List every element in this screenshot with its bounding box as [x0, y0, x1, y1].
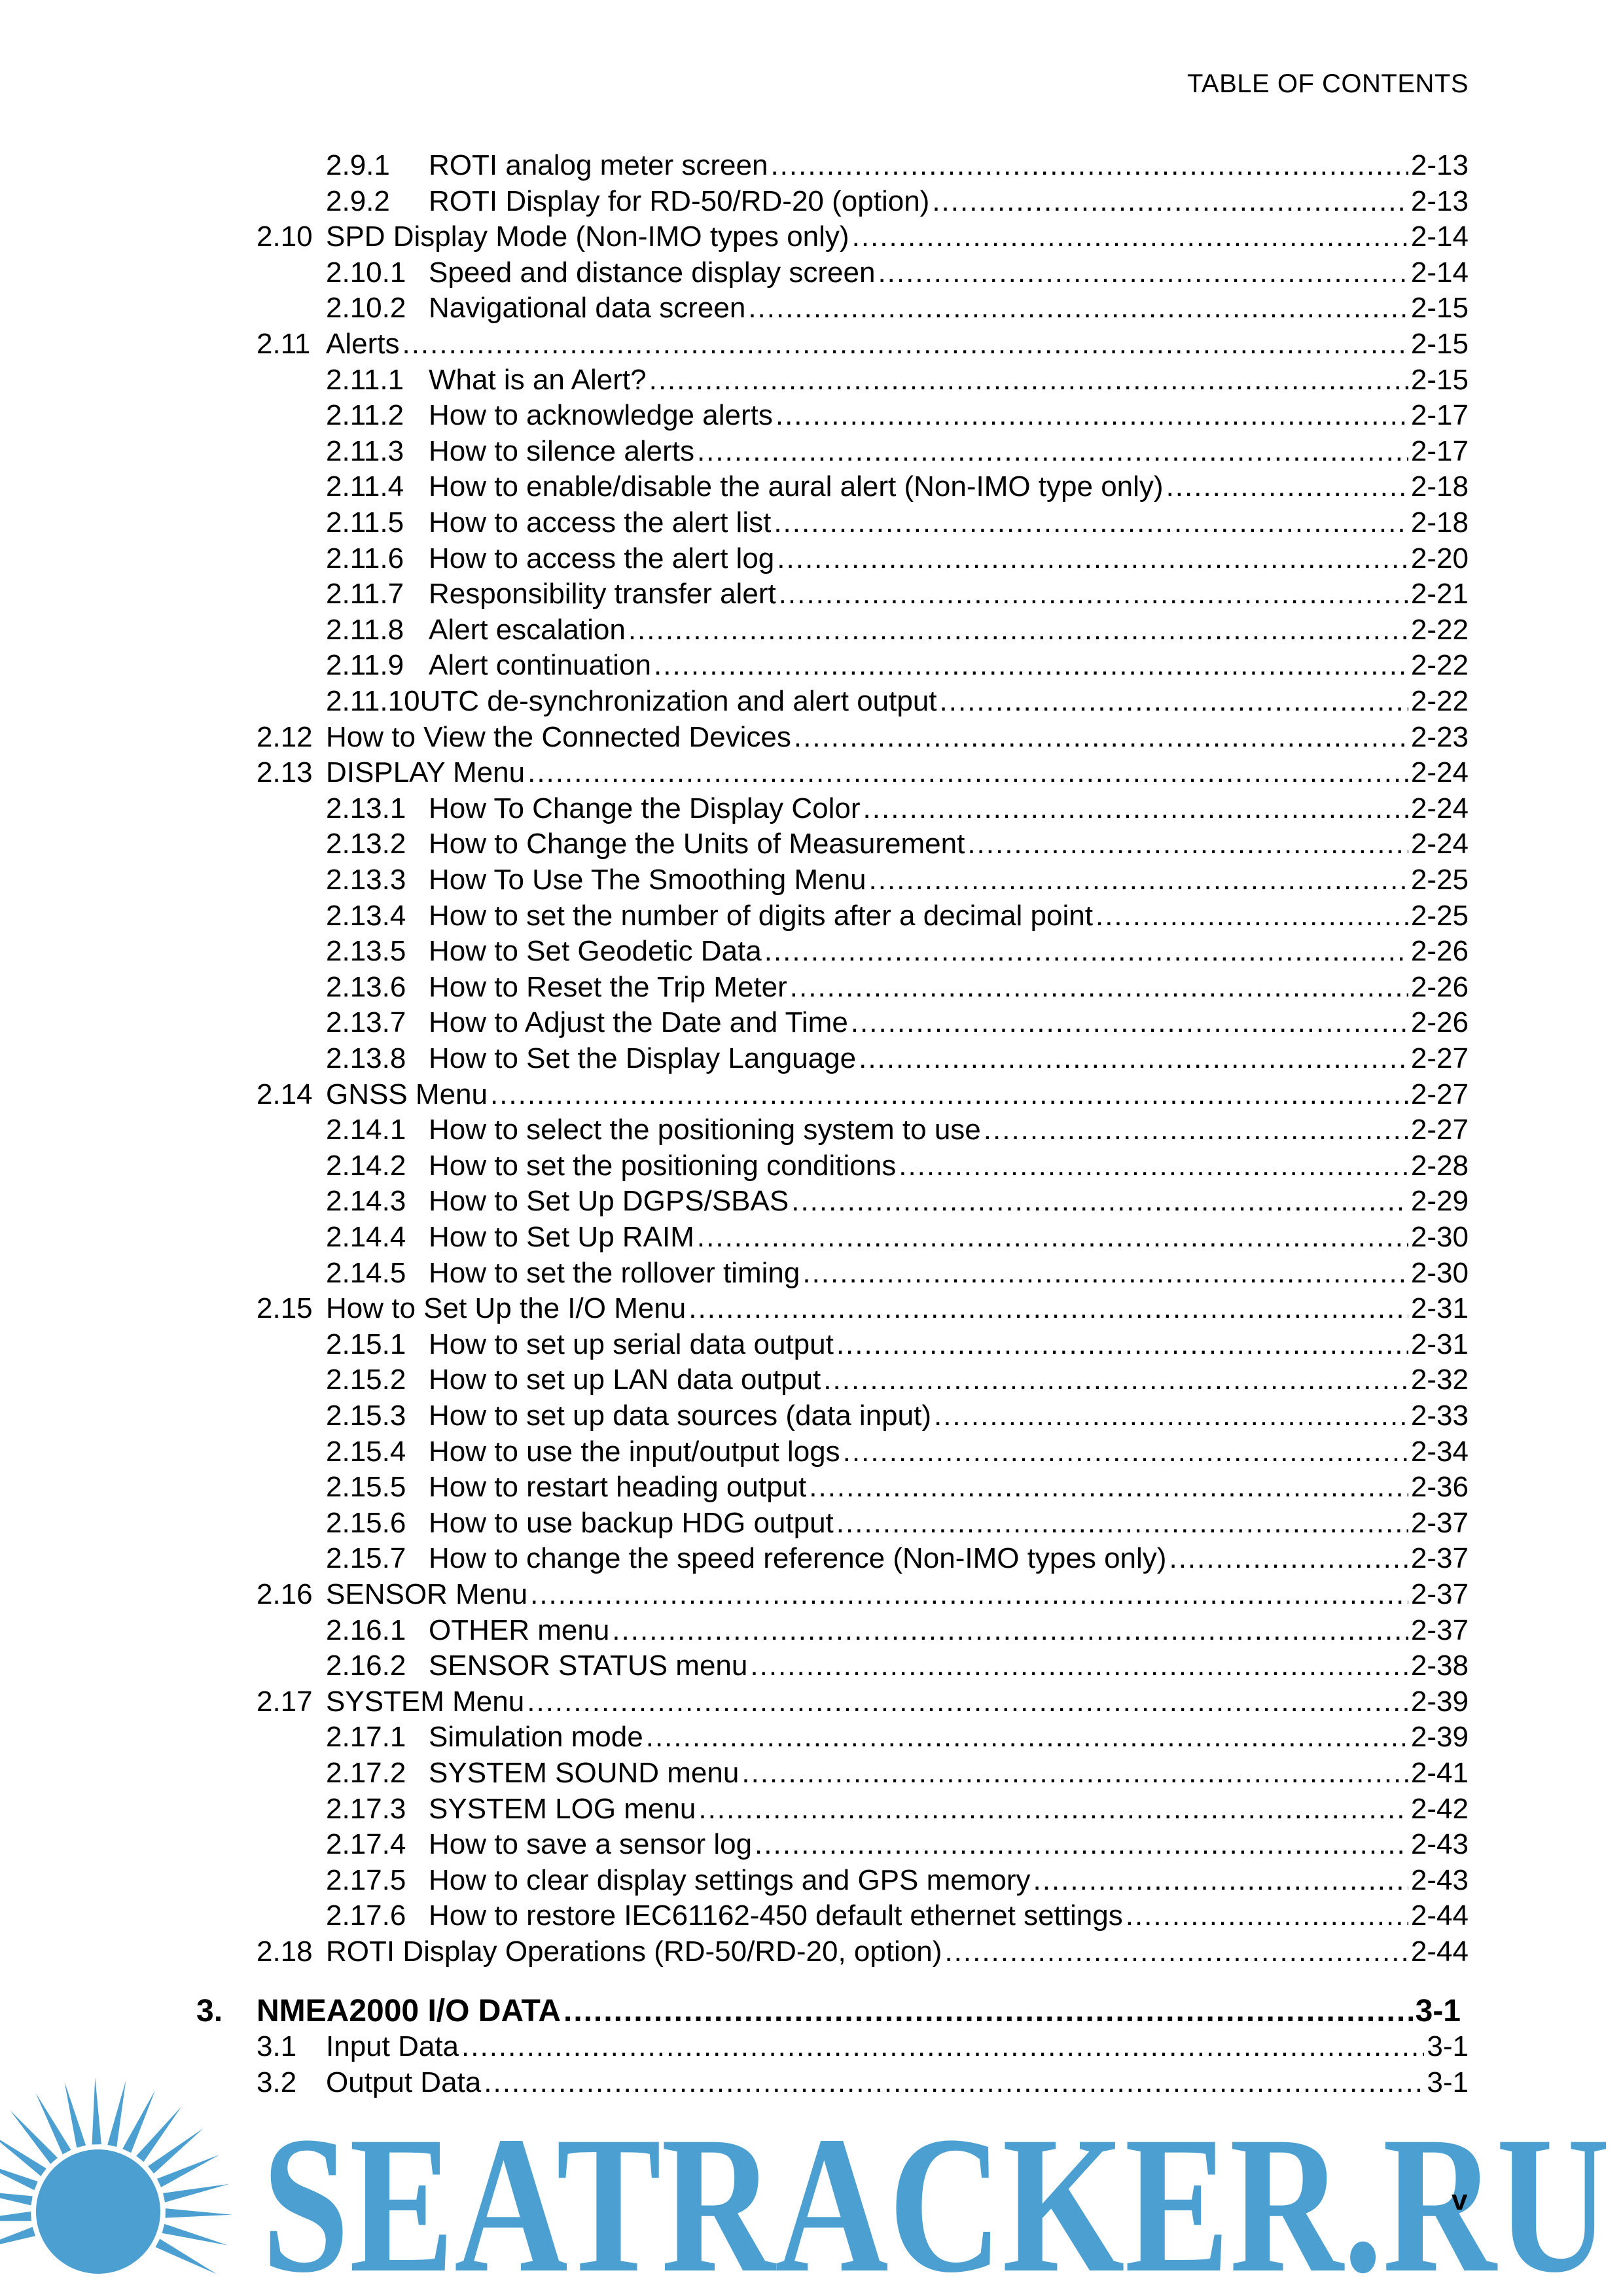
toc-title: How to View the Connected Devices — [326, 720, 791, 753]
toc-leader-dots — [802, 1256, 1408, 1291]
toc-title: Speed and distance display screen — [429, 256, 876, 289]
toc-page-number: 2-18 — [1410, 470, 1469, 503]
toc-number: 2.17.5 — [326, 1863, 406, 1896]
toc-title: How to save a sensor log — [429, 1828, 753, 1861]
toc-leader-dots — [776, 398, 1408, 433]
toc-page-number: 2-15 — [1410, 363, 1469, 396]
toc-page-number: 2-13 — [1410, 185, 1469, 217]
toc-leader-dots — [628, 612, 1408, 648]
toc-number: 2.17.6 — [326, 1899, 406, 1932]
toc-leader-dots — [1096, 898, 1408, 934]
toc-entry[interactable] — [326, 1327, 1469, 1362]
toc-page-number: 2-44 — [1410, 1935, 1469, 1968]
toc-page-number: 2-28 — [1410, 1149, 1469, 1182]
toc-title: Output Data — [326, 2066, 482, 2098]
toc-number: 2.17.2 — [326, 1757, 406, 1789]
toc-leader-dots — [527, 755, 1408, 790]
toc-number: 2.15 — [257, 1292, 313, 1325]
toc-leader-dots — [836, 1506, 1408, 1541]
toc-page-number: 2-22 — [1410, 613, 1469, 646]
toc-page-number: 2-25 — [1410, 864, 1469, 896]
toc-page-number: 2-29 — [1410, 1185, 1469, 1218]
toc-entry[interactable] — [326, 184, 1469, 219]
toc-title: NMEA2000 I/O DATA — [257, 1993, 561, 2028]
toc-entry[interactable] — [326, 398, 1469, 433]
toc-page-number: 2-13 — [1410, 149, 1469, 181]
toc-entry[interactable] — [326, 255, 1469, 291]
toc-leader-dots — [779, 576, 1408, 612]
toc-entry[interactable] — [326, 1434, 1469, 1470]
toc-number: 2.11.6 — [326, 542, 404, 574]
toc-title: How to change the speed reference (Non-IMO types only) — [429, 1542, 1167, 1575]
toc-number: 2.10.2 — [326, 292, 406, 325]
toc-number: 2.14.4 — [326, 1221, 406, 1253]
toc-page-number: 2-17 — [1410, 399, 1469, 432]
toc-title: How to set the rollover timing — [429, 1256, 800, 1289]
toc-number: 2.10.1 — [326, 256, 406, 289]
toc-number: 2.18 — [257, 1935, 313, 1968]
toc-number: 2.14.1 — [326, 1114, 406, 1146]
page-number: v — [1452, 2184, 1468, 2216]
toc-page-number: 2-37 — [1410, 1578, 1469, 1610]
toc-page-number: 2-21 — [1410, 578, 1469, 610]
toc-title: SENSOR Menu — [326, 1578, 528, 1610]
toc-number: 2.13.6 — [326, 970, 406, 1003]
running-header: TABLE OF CONTENTS — [1186, 69, 1469, 98]
toc-entry[interactable] — [326, 1648, 1469, 1684]
toc-number: 2.15.2 — [326, 1364, 406, 1396]
toc-entry[interactable] — [326, 898, 1469, 934]
toc-leader-dots — [899, 1148, 1408, 1184]
toc-title: Alert continuation — [429, 649, 651, 682]
toc-leader-dots — [790, 970, 1408, 1005]
toc-entry[interactable] — [326, 291, 1469, 326]
toc-number: 2.10 — [257, 221, 313, 253]
toc-leader-dots — [697, 434, 1408, 469]
toc-number: 2.11 — [257, 328, 311, 360]
toc-entry[interactable] — [326, 862, 1469, 898]
toc-entry[interactable] — [326, 1756, 1469, 1791]
toc-title: SYSTEM Menu — [326, 1685, 525, 1718]
toc-page-number: 2-14 — [1410, 256, 1469, 289]
toc-entry[interactable] — [257, 755, 1469, 790]
toc-entry[interactable] — [326, 1184, 1469, 1219]
toc-entry[interactable] — [326, 469, 1469, 504]
toc-title: Input Data — [326, 2030, 459, 2063]
toc-title: OTHER menu — [429, 1614, 610, 1646]
toc-title: How to select the positioning system to use — [429, 1114, 981, 1146]
toc-title: ROTI analog meter screen — [429, 149, 768, 181]
toc-title: How to clear display settings and GPS memory — [429, 1863, 1031, 1896]
toc-leader-dots — [750, 1648, 1408, 1684]
toc-leader-dots — [791, 1184, 1408, 1219]
toc-title: How to Reset the Trip Meter — [429, 970, 787, 1003]
toc-leader-dots — [1166, 469, 1408, 504]
toc-page-number: 2-27 — [1410, 1078, 1469, 1110]
toc-title: How to restore IEC61162-450 default ethernet settings — [429, 1899, 1123, 1932]
toc-page-number: 2-31 — [1410, 1292, 1469, 1325]
toc-number: 2.15.6 — [326, 1506, 406, 1539]
toc-number: 2.11.3 — [326, 434, 404, 467]
toc-entry[interactable] — [326, 648, 1469, 683]
toc-entry[interactable] — [326, 970, 1469, 1005]
toc-title: Simulation mode — [429, 1721, 643, 1754]
toc-leader-dots — [755, 1827, 1408, 1862]
toc-title: How to Set Up the I/O Menu — [326, 1292, 687, 1325]
toc-page-number: 2-26 — [1410, 970, 1469, 1003]
toc-title: How To Change the Display Color — [429, 792, 861, 824]
toc-page-number: 2-24 — [1410, 756, 1469, 789]
toc-entry[interactable] — [257, 1684, 1469, 1720]
toc-number: 2.14 — [257, 1078, 313, 1110]
toc-leader-dots — [863, 791, 1408, 826]
toc-page-number: 3-1 — [1415, 1993, 1461, 2028]
toc-number: 2.15.5 — [326, 1471, 406, 1504]
toc-title: SYSTEM SOUND menu — [429, 1757, 740, 1789]
toc-number: 2.13.1 — [326, 792, 406, 824]
toc-leader-dots — [940, 684, 1408, 719]
toc-entry[interactable] — [257, 720, 1469, 755]
toc-page-number: 2-32 — [1410, 1364, 1469, 1396]
toc-page-number: 2-38 — [1410, 1650, 1469, 1682]
toc-entry[interactable] — [326, 1720, 1469, 1755]
toc-title: How To Use The Smoothing Menu — [429, 864, 866, 896]
toc-number: 2.9.2 — [326, 185, 390, 217]
toc-title: SENSOR STATUS menu — [429, 1650, 748, 1682]
toc-leader-dots — [748, 291, 1408, 326]
toc-leader-dots — [823, 1362, 1408, 1398]
toc-title: What is an Alert? — [429, 363, 647, 396]
toc-page-number: 2-22 — [1410, 649, 1469, 682]
toc-leader-dots — [869, 862, 1408, 898]
toc-entry[interactable] — [326, 541, 1469, 576]
toc-page-number: 2-39 — [1410, 1685, 1469, 1718]
toc-number: 2.17.1 — [326, 1721, 406, 1754]
toc-leader-dots — [878, 255, 1408, 291]
toc-entry[interactable] — [326, 1398, 1469, 1434]
toc-leader-dots — [774, 505, 1408, 540]
toc-entry[interactable] — [326, 1541, 1469, 1576]
toc-number: 2.13.5 — [326, 935, 406, 968]
toc-page-number: 2-37 — [1410, 1506, 1469, 1539]
toc-leader-dots — [530, 1577, 1408, 1612]
toc-title: Navigational data screen — [429, 292, 746, 325]
toc-page-number: 2-14 — [1410, 221, 1469, 253]
toc-leader-dots — [851, 1005, 1408, 1040]
toc-leader-dots — [764, 934, 1408, 969]
toc-entry[interactable] — [326, 1863, 1469, 1898]
toc-entry[interactable] — [326, 1112, 1469, 1148]
sun-icon — [0, 2077, 232, 2274]
toc-page-number: 2-20 — [1410, 542, 1469, 574]
toc-number: 2.14.5 — [326, 1256, 406, 1289]
toc-page-number: 2-27 — [1410, 1042, 1469, 1074]
toc-title: How to Set Up DGPS/SBAS — [429, 1185, 789, 1218]
toc-page-number: 2-25 — [1410, 899, 1469, 932]
toc-page-number: 2-37 — [1410, 1542, 1469, 1575]
toc-page-number: 2-26 — [1410, 1006, 1469, 1039]
toc-number: 2.17.3 — [326, 1792, 406, 1825]
toc-title: How to use backup HDG output — [429, 1506, 834, 1539]
toc-entry[interactable] — [326, 1792, 1469, 1827]
toc-entry[interactable] — [326, 1898, 1469, 1934]
toc-leader-dots — [984, 1112, 1408, 1148]
toc-leader-dots — [698, 1792, 1408, 1827]
toc-number: 2.11.2 — [326, 399, 404, 432]
watermark-text: SEATRACKER.RU — [262, 2096, 1610, 2296]
toc-page-number: 3-1 — [1427, 2066, 1469, 2098]
toc-leader-dots — [741, 1756, 1408, 1791]
toc-title: How to acknowledge alerts — [429, 399, 773, 432]
toc-leader-dots — [843, 1434, 1408, 1470]
toc-number: 3.2 — [257, 2066, 297, 2098]
toc-page-number: 2-30 — [1410, 1256, 1469, 1289]
toc-page-number: 2-17 — [1410, 434, 1469, 467]
toc-leader-dots — [777, 541, 1408, 576]
toc-number: 2.15.7 — [326, 1542, 406, 1575]
toc-leader-dots — [612, 1613, 1408, 1648]
toc-title: How to set up LAN data output — [429, 1364, 821, 1396]
toc-title: Responsibility transfer alert — [429, 578, 776, 610]
toc-leader-dots — [697, 1220, 1408, 1255]
toc-leader-dots — [649, 362, 1408, 398]
toc-entry[interactable] — [326, 791, 1469, 826]
toc-number: 2.13.7 — [326, 1006, 406, 1039]
toc-title: Alerts — [326, 328, 400, 360]
toc-number: 2.14.3 — [326, 1185, 406, 1218]
toc-entry[interactable] — [326, 1362, 1469, 1398]
toc-title: ROTI Display for RD-50/RD-20 (option) — [429, 185, 930, 217]
toc-leader-dots — [1033, 1863, 1408, 1898]
toc-page-number: 3-1 — [1427, 2030, 1469, 2063]
toc-entry[interactable] — [326, 576, 1469, 612]
toc-leader-dots — [852, 219, 1408, 255]
toc-title: ROTI Display Operations (RD-50/RD-20, option) — [326, 1935, 942, 1968]
toc-number: 3. — [196, 1993, 223, 2028]
toc-entry[interactable] — [326, 1256, 1469, 1291]
toc-entry[interactable] — [326, 505, 1469, 540]
toc-title: How to set the positioning conditions — [429, 1149, 897, 1182]
toc-leader-dots — [654, 648, 1408, 683]
toc-page-number: 2-37 — [1410, 1614, 1469, 1646]
toc-page-number: 2-24 — [1410, 828, 1469, 860]
toc-number: 2.15.1 — [326, 1328, 406, 1360]
toc-title: GNSS Menu — [326, 1078, 488, 1110]
toc-number: 2.11.7 — [326, 578, 404, 610]
toc-entry[interactable] — [326, 1827, 1469, 1862]
toc-page-number: 2-18 — [1410, 506, 1469, 539]
toc-entry[interactable] — [326, 1148, 1469, 1184]
toc-number: 2.13.3 — [326, 864, 406, 896]
toc-entry[interactable] — [326, 1220, 1469, 1255]
toc-entry[interactable] — [326, 1005, 1469, 1040]
toc-leader-dots — [563, 1994, 1413, 2029]
toc-number: 2.11.5 — [326, 506, 404, 539]
toc-entry[interactable] — [257, 1934, 1469, 1969]
toc-leader-dots — [1169, 1541, 1408, 1576]
toc-title: How to Change the Units of Measurement — [429, 828, 965, 860]
toc-leader-dots — [944, 1934, 1408, 1969]
toc-page-number: 2-43 — [1410, 1828, 1469, 1861]
toc-page-number: 2-26 — [1410, 935, 1469, 968]
toc-entry[interactable] — [326, 1041, 1469, 1076]
toc-page-number: 2-43 — [1410, 1863, 1469, 1896]
toc-leader-dots — [688, 1291, 1408, 1326]
toc-chapter-entry[interactable] — [196, 1994, 1461, 2029]
toc-number: 2.11.8 — [326, 613, 404, 646]
toc-leader-dots — [402, 327, 1408, 362]
toc-entry[interactable] — [326, 148, 1469, 183]
toc-title: How to access the alert list — [429, 506, 772, 539]
toc-leader-dots — [794, 720, 1408, 755]
toc-number: 2.17 — [257, 1685, 313, 1718]
watermark — [0, 2055, 1623, 2296]
toc-number: 2.16.2 — [326, 1650, 406, 1682]
toc-entry[interactable] — [326, 612, 1469, 648]
toc-number: 2.13.4 — [326, 899, 406, 932]
toc-title: How to Set Up RAIM — [429, 1221, 694, 1253]
toc-title: How to set the number of digits after a decimal point — [429, 899, 1093, 932]
toc-number: 2.16 — [257, 1578, 313, 1610]
toc-entry[interactable] — [326, 684, 1469, 719]
toc-leader-dots — [646, 1720, 1408, 1755]
toc-number: 3.1 — [257, 2030, 297, 2063]
toc-entry[interactable] — [257, 327, 1469, 362]
toc-number: 2.11.9 — [326, 649, 404, 682]
toc-entry[interactable] — [257, 219, 1469, 255]
toc-title: How to set up data sources (data input) — [429, 1400, 931, 1432]
toc-entry[interactable] — [326, 1506, 1469, 1541]
toc-leader-dots — [527, 1684, 1408, 1720]
toc-page-number: 2-24 — [1410, 792, 1469, 824]
toc-title: How to Set Geodetic Data — [429, 935, 762, 968]
toc-number: 2.12 — [257, 720, 313, 753]
toc-leader-dots — [836, 1327, 1408, 1362]
toc-number: 2.13 — [257, 756, 313, 789]
toc-page-number: 2-31 — [1410, 1328, 1469, 1360]
toc-entry[interactable] — [326, 362, 1469, 398]
toc-leader-dots — [1126, 1898, 1408, 1934]
toc-number: 2.17.4 — [326, 1828, 406, 1861]
toc-title: How to use the input/output logs — [429, 1435, 840, 1468]
toc-page-number: 2-39 — [1410, 1721, 1469, 1754]
toc-number: 2.13.8 — [326, 1042, 406, 1074]
toc-title: UTC de-synchronization and alert output — [419, 685, 937, 717]
toc-title: How to restart heading output — [429, 1471, 807, 1504]
toc-title: How to silence alerts — [429, 434, 694, 467]
toc-page-number: 2-41 — [1410, 1757, 1469, 1789]
toc-leader-dots — [770, 148, 1408, 183]
toc-number: 2.15.3 — [326, 1400, 406, 1432]
toc-page-number: 2-44 — [1410, 1899, 1469, 1932]
toc-title: DISPLAY Menu — [326, 756, 526, 789]
toc-entry[interactable] — [326, 1470, 1469, 1505]
toc-number: 2.14.2 — [326, 1149, 406, 1182]
toc-entry[interactable] — [257, 1577, 1469, 1612]
toc-entry[interactable] — [326, 934, 1469, 969]
toc-entry[interactable] — [257, 1077, 1469, 1112]
toc-page-number: 2-15 — [1410, 328, 1469, 360]
toc-title: SPD Display Mode (Non-IMO types only) — [326, 221, 849, 253]
toc-page-number: 2-22 — [1410, 685, 1469, 717]
toc-page-number: 2-23 — [1410, 720, 1469, 753]
toc-number: 2.13.2 — [326, 828, 406, 860]
toc-number: 2.15.4 — [326, 1435, 406, 1468]
toc-title: Alert escalation — [429, 613, 626, 646]
toc-page-number: 2-27 — [1410, 1114, 1469, 1146]
toc-page-number: 2-42 — [1410, 1792, 1469, 1825]
toc-leader-dots — [859, 1041, 1408, 1076]
toc-page-number: 2-15 — [1410, 292, 1469, 325]
toc-title: SYSTEM LOG menu — [429, 1792, 696, 1825]
toc-leader-dots — [490, 1077, 1408, 1112]
toc-entry[interactable] — [326, 1613, 1469, 1648]
toc-title: How to access the alert log — [429, 542, 775, 574]
toc-entry[interactable] — [326, 434, 1469, 469]
toc-entry[interactable] — [257, 1291, 1469, 1326]
toc-leader-dots — [932, 184, 1408, 219]
toc-title: How to Set the Display Language — [429, 1042, 857, 1074]
toc-title: How to set up serial data output — [429, 1328, 834, 1360]
toc-page-number: 2-36 — [1410, 1471, 1469, 1504]
toc-entry[interactable] — [326, 826, 1469, 862]
toc-page-number: 2-30 — [1410, 1221, 1469, 1253]
toc-page-number: 2-34 — [1410, 1435, 1469, 1468]
toc-number: 2.9.1 — [326, 149, 390, 181]
toc-leader-dots — [809, 1470, 1408, 1505]
toc-leader-dots — [967, 826, 1408, 862]
toc-leader-dots — [934, 1398, 1408, 1434]
toc-number: 2.11.4 — [326, 470, 404, 503]
toc-number: 2.11.1 — [326, 363, 404, 396]
toc-number: 2.16.1 — [326, 1614, 406, 1646]
toc-title: How to Adjust the Date and Time — [429, 1006, 848, 1039]
toc-page-number: 2-33 — [1410, 1400, 1469, 1432]
toc-title: How to enable/disable the aural alert (Non-IMO type only) — [429, 470, 1164, 503]
toc-number: 2.11.10 — [326, 685, 420, 717]
